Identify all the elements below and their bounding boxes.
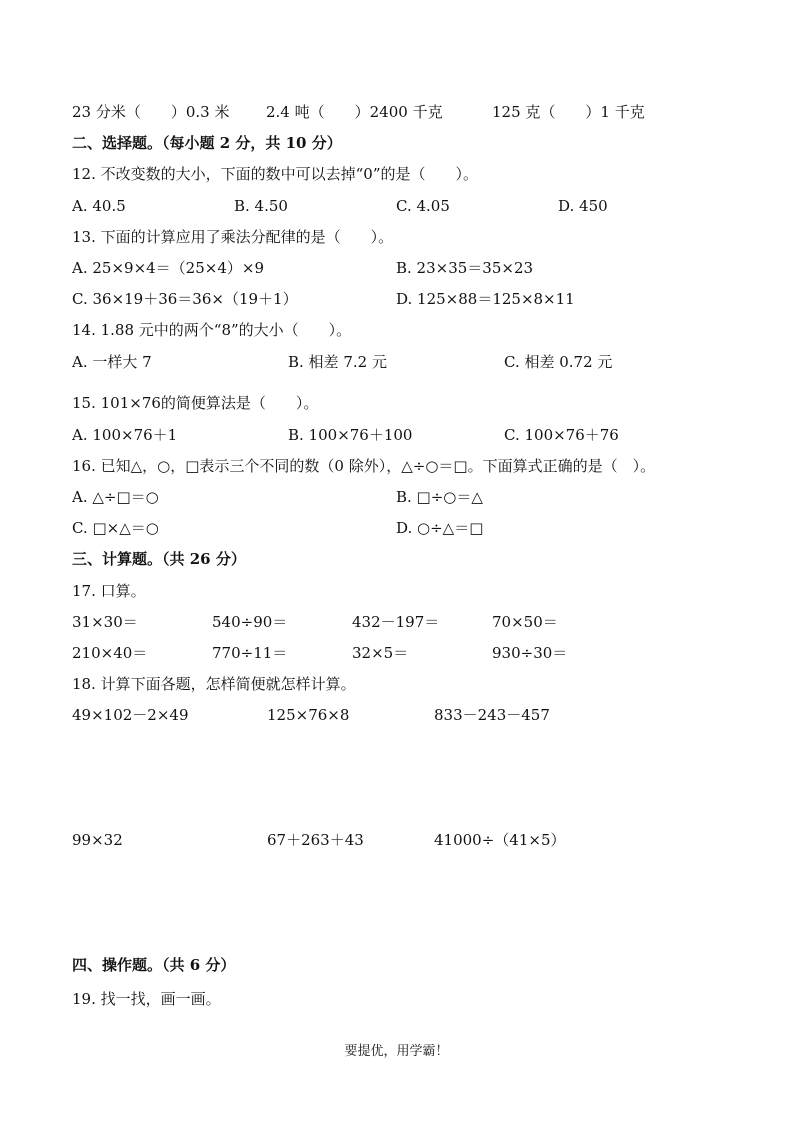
compare-item-3: 125 克（ ）1 千克 (492, 103, 645, 121)
q17-item: 210×40＝ (72, 644, 148, 662)
q12-option-b: B. 4.50 (234, 197, 288, 215)
q15-option-a: A. 100×76＋1 (72, 426, 178, 444)
compare-item-2: 2.4 吨（ ）2400 千克 (266, 103, 443, 121)
q14-option-b: B. 相差 7.2 元 (288, 353, 387, 371)
q15-stem: 15. 101×76的简便算法是（ ）。 (72, 394, 319, 412)
q17-item: 540÷90＝ (212, 613, 288, 631)
q18-item: 99×32 (72, 831, 123, 849)
q17-stem: 17. 口算。 (72, 582, 146, 600)
q18-item: 49×102－2×49 (72, 706, 189, 724)
q18-item: 833－243－457 (434, 706, 550, 724)
q18-stem: 18. 计算下面各题，怎样简便就怎样计算。 (72, 675, 356, 693)
q18-item: 67＋263＋43 (267, 831, 364, 849)
q18-item: 41000÷（41×5） (434, 831, 566, 849)
q13-stem: 13. 下面的计算应用了乘法分配律的是（ ）。 (72, 228, 394, 246)
q17-item: 432－197＝ (352, 613, 440, 631)
compare-item-1: 23 分米（ ）0.3 米 (72, 103, 230, 121)
q16-option-b: B. □÷○＝△ (396, 488, 483, 506)
q12-option-a: A. 40.5 (72, 197, 126, 215)
q15-option-b: B. 100×76＋100 (288, 426, 413, 444)
q16-option-d: D. ○÷△＝□ (396, 519, 484, 537)
q14-option-a: A. 一样大 7 (72, 353, 152, 371)
q17-item: 31×30＝ (72, 613, 138, 631)
q14-stem: 14. 1.88 元中的两个“8”的大小（ ）。 (72, 321, 352, 339)
q12-option-d: D. 450 (558, 197, 608, 215)
q19-stem: 19. 找一找，画一画。 (72, 990, 221, 1008)
q17-item: 32×5＝ (352, 644, 409, 662)
q12-stem: 12. 不改变数的大小，下面的数中可以去掉“0”的是（ ）。 (72, 165, 479, 183)
q12-option-c: C. 4.05 (396, 197, 450, 215)
q13-option-a: A. 25×9×4＝（25×4）×9 (72, 259, 264, 277)
q13-option-c: C. 36×19＋36＝36×（19＋1） (72, 290, 298, 308)
q15-option-c: C. 100×76＋76 (504, 426, 619, 444)
q17-item: 770÷11＝ (212, 644, 288, 662)
q17-item: 70×50＝ (492, 613, 558, 631)
q16-option-a: A. △÷□＝○ (72, 488, 159, 506)
q13-option-b: B. 23×35＝35×23 (396, 259, 534, 277)
q13-option-d: D. 125×88＝125×8×11 (396, 290, 575, 308)
q17-item: 930÷30＝ (492, 644, 568, 662)
q18-item: 125×76×8 (267, 706, 350, 724)
section3-heading: 三、计算题。（共 26 分） (72, 550, 246, 568)
q16-option-c: C. □×△＝○ (72, 519, 159, 537)
page-footer: 要提优，用学霸！ (344, 1044, 449, 1059)
section2-heading: 二、选择题。（每小题 2 分，共 10 分） (72, 134, 342, 152)
q16-stem: 16. 已知△，○，□表示三个不同的数（0 除外），△÷○＝□。下面算式正确的是（ ）。 (72, 457, 656, 475)
q14-option-c: C. 相差 0.72 元 (504, 353, 613, 371)
section4-heading: 四、操作题。（共 6 分） (72, 956, 236, 974)
